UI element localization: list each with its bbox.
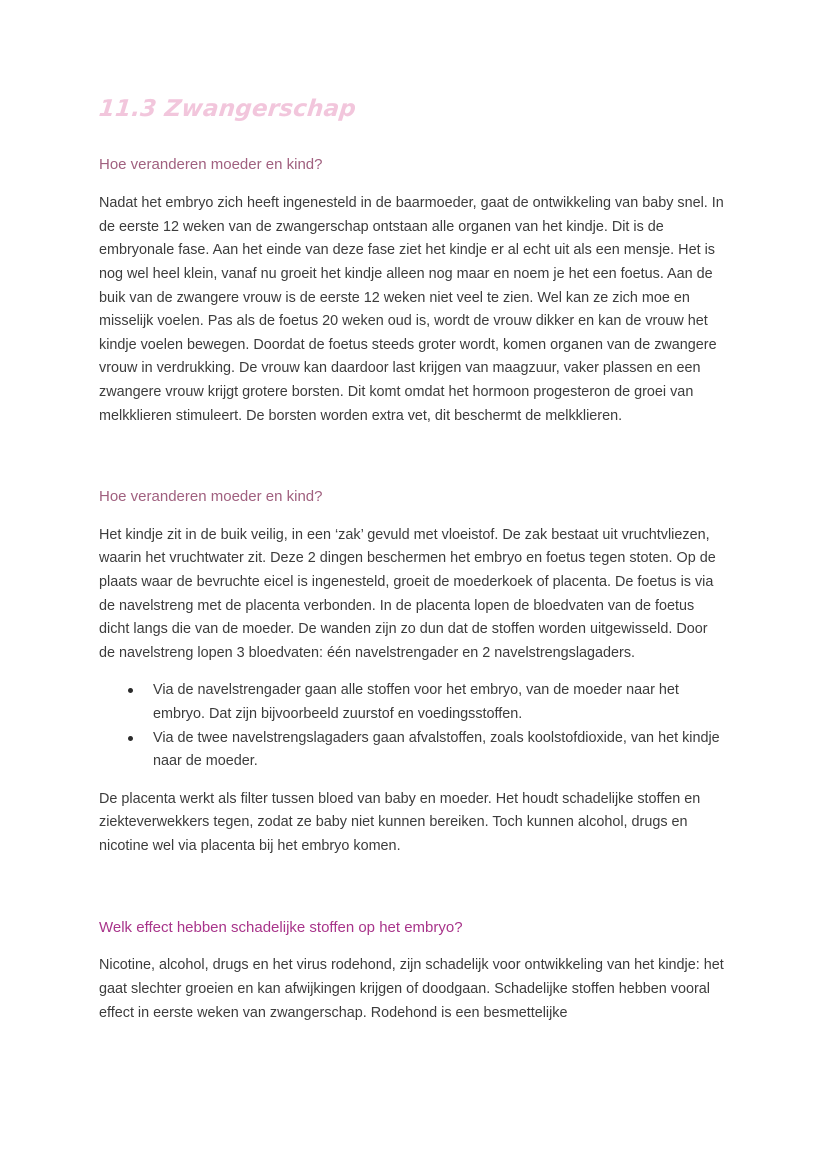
section-2-paragraph-1: Het kindje zit in de buik veilig, in een ‘zak’ gevuld met vloeistof. De zak bestaat uit vruchtvliezen, waarin het vruchtwater zit. Deze 2 dingen beschermen het embryo en foetus tegen stoten. Op de plaats waar de bevruchte eicel is ingenesteld, groeit de moederkoek of placenta. De foetus is via de navelstreng met de placenta verbonden. In de placenta lopen de bloedvaten van de foetus dicht langs die van de moeder. De wanden zijn zo dun dat de stoffen worden uitgewisseld. Door de navelstreng lopen 3 bloedvaten: één navelstrengader en 2 navelstrengslagaders.: [99, 526, 716, 661]
section-heading-1: Hoe veranderen moeder en kind?: [99, 156, 323, 174]
section-3-paragraph-1: Nicotine, alcohol, drugs en het virus rodehond, zijn schadelijk voor ontwikkeling van het kindje: het gaat slechter groeien en kan afwijkingen krijgen of doodgaan. Schadelijke stoffen hebben vooral effect in eerste weken van zwangerschap. Rodehond is een besmettelijke: [99, 957, 724, 1021]
list-item: [128, 727, 726, 774]
section-2-bullet-list: [99, 679, 726, 773]
section-heading-3: Welk effect hebben schadelijke stoffen op het embryo?: [99, 918, 463, 936]
bullet-dot-icon: [128, 736, 133, 741]
section-2-paragraph-after-list: De placenta werkt als filter tussen bloed van baby en moeder. Het houdt schadelijke stoffen en ziekteverwekkers tegen, zodat ze baby niet kunnen bereiken. Toch kunnen alcohol, drugs en nicotine wel via placenta bij het embryo komen.: [99, 790, 701, 854]
list-item: [128, 679, 726, 726]
section-spacer-2: [99, 859, 726, 917]
section-spacer-1: [99, 428, 726, 486]
document-content: [99, 96, 726, 1025]
section-heading-2: Hoe veranderen moeder en kind?: [99, 488, 323, 506]
list-item-text: Via de navelstrengader gaan alle stoffen voor het embryo, van de moeder naar het embryo. Dat zijn bijvoorbeeld zuurstof en voedingsstoffen.: [153, 682, 679, 723]
section-1-paragraph-1: Nadat het embryo zich heeft ingenesteld in de baarmoeder, gaat de ontwikkeling van baby snel. In de eerste 12 weken van de zwangerschap ontstaan alle organen van het kindje. Dit is de embryonale fase. Aan het einde van deze fase ziet het kindje er al echt uit als een mensje. Het is nog wel heel klein, vanaf nu groeit het kindje alleen nog maar en noem je het een foetus. Aan de buik van de zwangere vrouw is de eerste 12 weken niet veel te zien. Wel kan ze zich moe en misselijk voelen. Pas als de foetus 20 weken oud is, wordt de vrouw dikker en kan de vrouw het kindje voelen bewegen. Doordat de foetus steeds groter wordt, komen organen van de zwangere vrouw in verdrukking. De vrouw kan daardoor last krijgen van maagzuur, vaker plassen en een zwangere vrouw krijgt grotere borsten. Dit komt omdat het hormoon progesteron de groei van melkklieren stimuleert. De borsten worden extra vet, dit beschermt de melkklieren.: [99, 195, 724, 424]
bullet-dot-icon: [128, 688, 133, 693]
list-item-text: Via de twee navelstrengslagaders gaan afvalstoffen, zoals koolstofdioxide, van het kindje naar de moeder.: [153, 729, 720, 770]
page-title: 11.3 Zwangerschap: [97, 96, 358, 122]
